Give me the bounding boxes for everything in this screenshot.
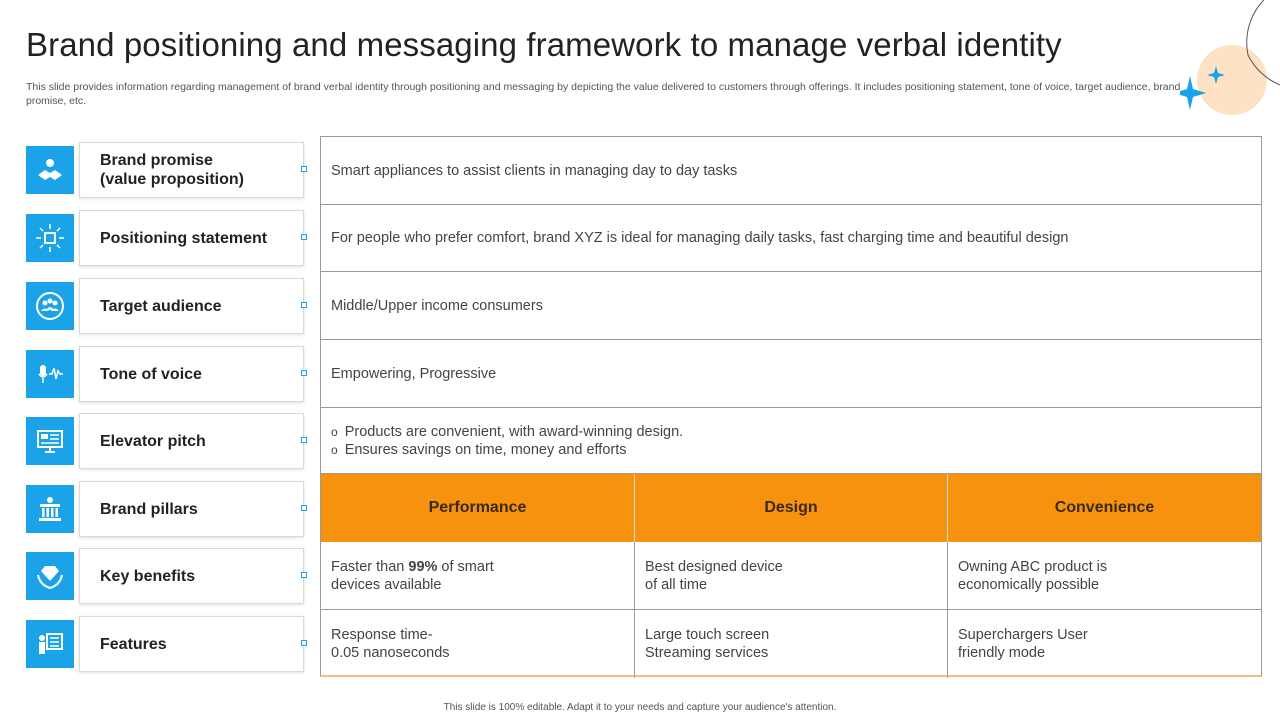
label-target-audience: Target audience [79,278,304,334]
value-target-audience: Middle/Upper income consumers [321,272,1261,340]
resize-handle [301,572,307,578]
resize-handle [301,302,307,308]
value-brand-promise: Smart appliances to assist clients in managing day to day tasks [321,137,1261,205]
pillar-header-design: Design [635,474,948,542]
feature-convenience: Superchargers User friendly mode [958,627,1088,661]
row-label-key-benefits [26,548,304,604]
resize-handle [301,166,307,172]
label-positioning-statement: Positioning statement [79,210,304,266]
diamond-hands-icon [26,552,74,600]
row-label-positioning-statement [26,210,304,266]
label-brand-promise: Brand promise (value proposition) [79,142,304,198]
list-item: o Products are convenient, with award-winning design. [331,423,683,441]
feature-board-icon [26,620,74,668]
row-label-brand-promise [26,142,304,198]
resize-handle [301,505,307,511]
slide-title: Brand positioning and messaging framework to manage verbal identity [26,26,1062,63]
list-item: o Ensures savings on time, money and efforts [331,441,683,459]
benefit-design: Best designed device of all time [635,542,948,610]
resize-handle [301,640,307,646]
label-tone-of-voice: Tone of voice [79,346,304,402]
row-label-tone-of-voice [26,346,304,402]
row-label-target-audience [26,278,304,334]
slide-subtitle: This slide provides information regarding management of brand verbal identity through positioning and messaging by depicting the value delivered to customers through offerings. It includes positioning statement, tone of voice, target audience, brand promise, etc. [26,81,1181,107]
target-box-icon [26,214,74,262]
footer-note: This slide is 100% editable. Adapt it to your needs and capture your audience's attention. [443,702,837,713]
row-label-elevator-pitch [26,413,304,469]
benefit-convenience: Owning ABC product is economically possible [948,542,1261,610]
row-label-brand-pillars [26,481,304,537]
pillar-header-performance: Performance [321,474,635,542]
pillars-icon [26,485,74,533]
framework-table [320,136,1262,677]
presentation-icon [26,417,74,465]
value-positioning-statement: For people who prefer comfort, brand XYZ is ideal for managing daily tasks, fast charging time and beautiful design [321,205,1261,272]
pillar-header-convenience: Convenience [948,474,1261,542]
benefit-performance: Faster than 99% of smart devices available [321,542,635,610]
row-label-features [26,616,304,672]
audience-icon [26,282,74,330]
feature-performance: Response time- 0.05 nanoseconds [321,610,635,678]
resize-handle [301,437,307,443]
resize-handle [301,370,307,376]
microphone-wave-icon [26,350,74,398]
label-key-benefits: Key benefits [79,548,304,604]
value-elevator-pitch [321,408,1261,474]
sparkle-decoration-icon [1180,0,1280,125]
feature-design: Large touch screen Streaming services [635,610,948,678]
elevator-pitch-list [331,423,683,459]
label-features: Features [79,616,304,672]
label-brand-pillars: Brand pillars [79,481,304,537]
handshake-icon [26,146,74,194]
resize-handle [301,234,307,240]
value-tone-of-voice: Empowering, Progressive [321,340,1261,408]
label-elevator-pitch: Elevator pitch [79,413,304,469]
